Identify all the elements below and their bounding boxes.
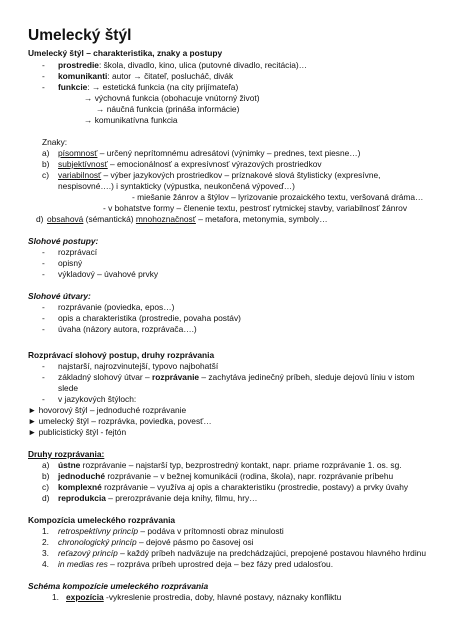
list-item: rozprávanie (poviedka, epos…)	[58, 302, 175, 312]
text-pisomnost: – určený neprítomnému adresátovi (výnimky – prednes, text piesne…)	[97, 148, 361, 158]
list-item: opisný	[58, 258, 83, 268]
arrow-item: ► hovorový štýl – jednoduché rozprávanie	[28, 405, 187, 415]
list-item: najstarší, najrozvinutejší, typovo najbohatší	[58, 361, 219, 371]
text-retazovy: – každý príbeh nadväzuje na predchádzajúci, prepojené postavou hlavného hrdinu	[117, 548, 426, 558]
term-pisomnost: písomnosť	[58, 148, 98, 158]
znak-item-c-cont: nespisovné….) i syntakticky (výpustka, neukončená výpoveď…)	[58, 181, 295, 191]
list-bullet: -	[42, 313, 45, 323]
list-bullet: -	[42, 269, 45, 279]
term-retazovy: reťazový princíp	[58, 548, 118, 558]
list-marker: 1.	[42, 526, 49, 536]
text-retrospektivny: – podáva v prítomnosti obraz minulosti	[138, 526, 284, 536]
list-bullet: -	[42, 302, 45, 312]
funkcia-item: → náučná funkcia (prináša informácie)	[96, 104, 240, 114]
text-komunikanti: : autor → čitateľ, poslucháč, divák	[107, 71, 234, 81]
list-marker: c)	[42, 170, 49, 180]
list-bullet: -	[42, 82, 45, 92]
text-in-medias-res: – rozpráva príbeh uprostred deja – bez fázy pred udalosťou.	[107, 559, 334, 569]
term-komunikanti: komunikanti	[58, 71, 108, 81]
list-item: v jazykových štýloch:	[58, 394, 137, 404]
text-zakladny: základný slohový útvar –	[58, 372, 153, 382]
arrow-item: ► publicistický štýl - fejtón	[28, 427, 127, 437]
list-bullet: -	[42, 394, 45, 404]
list-bullet: -	[42, 60, 45, 70]
term-chronologicky: chronologický princíp	[58, 537, 137, 547]
term-komplexne: komplexné	[58, 482, 102, 492]
list-item-cont: slede	[58, 383, 79, 393]
document-title: Umelecký štýl	[28, 27, 132, 44]
list-bullet: -	[42, 361, 45, 371]
znaky-heading: Znaky:	[42, 137, 68, 147]
term-subjektivnost: subjektívnosť	[58, 159, 108, 169]
list-bullet: -	[42, 324, 45, 334]
list-item-funkcie	[58, 82, 238, 92]
section-heading-characteristics: Umelecký štýl – charakteristika, znaky a postupy	[28, 48, 223, 58]
term-obsahova: obsahová	[47, 214, 84, 224]
list-item: úvaha (názory autora, rozprávača….)	[58, 324, 197, 334]
term-funkcie: funkcie	[58, 82, 88, 92]
list-bullet: -	[42, 247, 45, 257]
term-in-medias-res: in medias res	[58, 559, 108, 569]
kompozicia-item	[58, 537, 254, 547]
kompozicia-item	[58, 548, 426, 558]
znak-item-c-sub: - miešanie žánrov a štýlov – lyrizovanie prozaického textu, veršovaná dráma…	[132, 192, 424, 202]
list-item: rozprávací	[58, 247, 98, 257]
druh-item	[58, 482, 408, 492]
list-marker: a)	[42, 148, 50, 158]
text-chronologicky: – dejové pásmo po časovej osi	[136, 537, 254, 547]
text-reprodukcia: – prerozprávanie deja knihy, filmu, hry…	[105, 493, 258, 503]
text-funkcie: : → estetická funkcia (na city prijímateľa)	[87, 82, 239, 92]
list-marker: d)	[42, 493, 50, 503]
list-marker: a)	[42, 460, 50, 470]
text-komplexne: rozprávanie – využíva aj opis a charakteristiku (prostredie, postavy) a prvky úvahy	[101, 482, 409, 492]
term-prostredie: prostredie	[58, 60, 99, 70]
text-jednoduche: rozprávanie – v bežnej komunikácii (rodina, škola), napr. rozprávanie príbehu	[105, 471, 394, 481]
text-variabilnost: – výber jazykových prostriedkov – príznakové slová štylisticky (expresívne,	[101, 170, 381, 180]
list-marker: b)	[42, 159, 50, 169]
druh-item	[58, 471, 393, 481]
term-variabilnost: variabilnosť	[58, 170, 102, 180]
list-marker: 2.	[42, 537, 49, 547]
znak-item-d	[47, 214, 328, 224]
term-reprodukcia: reprodukcia	[58, 493, 106, 503]
kompozicia-heading: Kompozícia umeleckého rozprávania	[28, 515, 176, 525]
znak-item-c	[58, 170, 380, 180]
druhy-heading: Druhy rozprávania:	[28, 449, 105, 459]
druh-item	[58, 493, 258, 503]
postupy-heading: Slohové postupy:	[28, 236, 99, 246]
text-semanticka: (sémantická)	[83, 214, 136, 224]
list-item: opis a charakteristika (prostredie, povaha postáv)	[58, 313, 241, 323]
text-prostredie: : škola, divadlo, kino, ulica (putovné divadlo, recitácia)…	[98, 60, 308, 70]
text-ustne: rozprávanie – najstarší typ, bezprostredný kontakt, napr. priame rozprávanie 1. os. sg.	[80, 460, 402, 470]
funkcia-item: → výchovná funkcia (obohacuje vnútorný život)	[84, 93, 260, 103]
term-rozpravanie: rozprávanie	[152, 372, 200, 382]
znak-item-c-sub: - v bohatstve formy – členenie textu, pestrosť rytmickej stavby, variabilnosť žánrov	[103, 203, 408, 213]
term-retrospektivny: retrospektívny princíp	[58, 526, 139, 536]
list-marker: b)	[42, 471, 50, 481]
list-bullet: -	[42, 258, 45, 268]
znak-item-a	[58, 148, 360, 158]
kompozicia-item	[58, 526, 284, 536]
list-marker: d)	[36, 214, 44, 224]
term-expozicia: expozícia	[66, 592, 104, 602]
rozpravaci-heading: Rozprávací slohový postup, druhy rozprávania	[28, 350, 215, 360]
text-subjektivnost: – emocionálnosť a expresívnosť výrazových prostriedkov	[107, 159, 322, 169]
list-bullet: -	[42, 372, 45, 382]
term-ustne: ústne	[58, 460, 81, 470]
funkcia-item: → komunikatívna funkcia	[84, 115, 178, 125]
druh-item	[58, 460, 402, 470]
arrow-item: ► umelecký štýl – rozprávka, poviedka, povesť…	[28, 416, 212, 426]
schema-item	[66, 592, 341, 602]
znak-item-b	[58, 159, 322, 169]
list-marker: 4.	[42, 559, 49, 569]
list-marker: c)	[42, 482, 49, 492]
list-item	[58, 372, 415, 382]
list-marker: 3.	[42, 548, 49, 558]
term-mnohoznacnost: mnohoznačnosť	[135, 214, 196, 224]
text-zachytava: – zachytáva jedinečný príbeh, sleduje dejovú líniu v istom	[199, 372, 415, 382]
text-expozicia: -vykreslenie prostredia, doby, hlavné postavy, náznaky konfliktu	[103, 592, 342, 602]
term-jednoduche: jednoduché	[58, 471, 105, 481]
text-mnohoznacnost: – metafora, metonymia, symboly…	[195, 214, 328, 224]
list-marker: 1.	[52, 592, 59, 602]
list-bullet: -	[42, 71, 45, 81]
kompozicia-item	[58, 559, 333, 569]
list-item: výkladový – úvahové prvky	[58, 269, 159, 279]
utvary-heading: Slohové útvary:	[28, 291, 91, 301]
schema-heading: Schéma kompozície umeleckého rozprávania	[28, 581, 209, 591]
list-item-komunikanti	[58, 71, 233, 81]
list-item-prostredie	[58, 60, 307, 70]
